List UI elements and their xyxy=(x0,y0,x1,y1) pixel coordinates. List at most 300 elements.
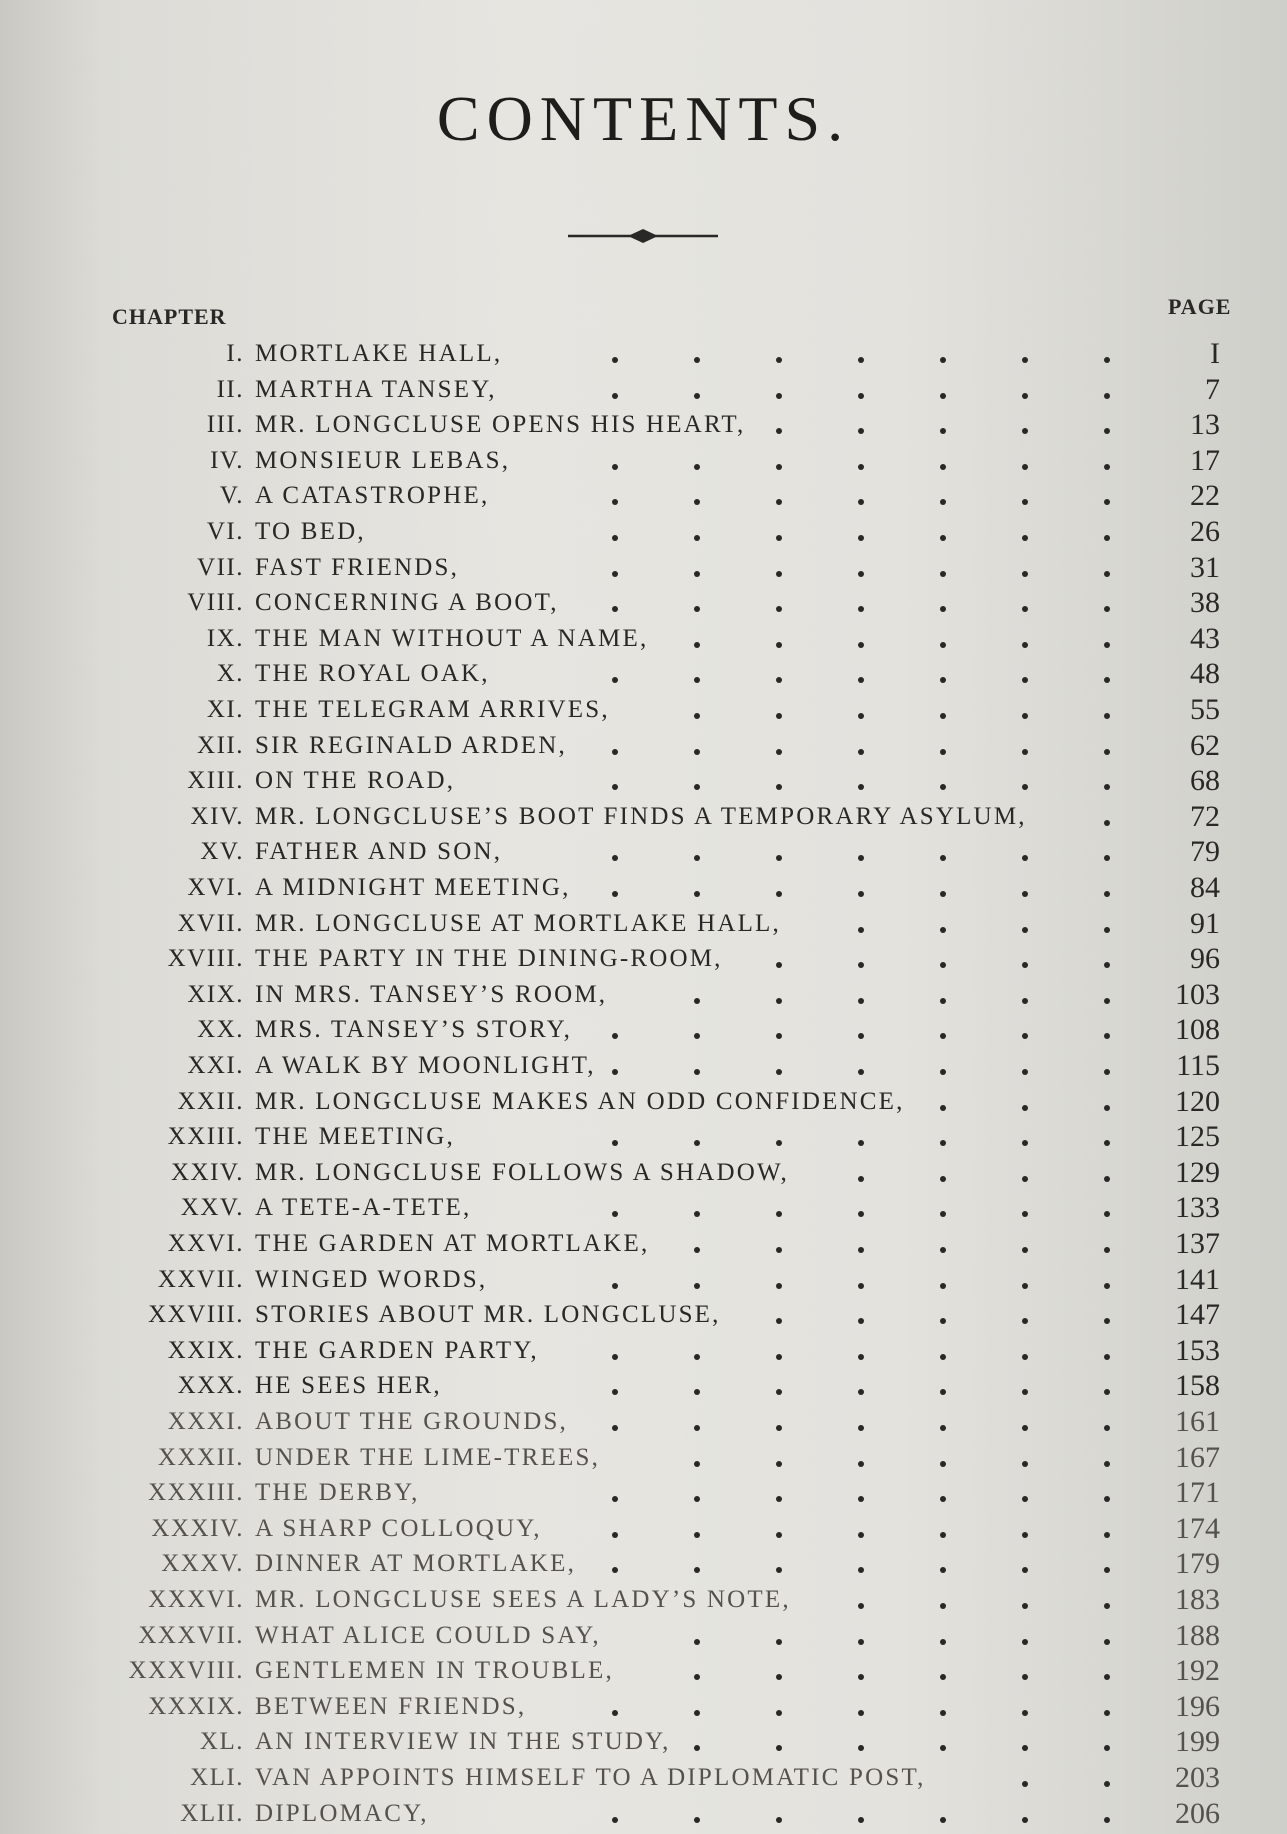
leader-dot xyxy=(858,1318,864,1324)
chapter-title: MR. LONGCLUSE OPENS HIS HEART, xyxy=(255,411,746,439)
leader-dot xyxy=(612,464,618,470)
chapter-title: AN INTERVIEW IN THE STUDY, xyxy=(255,1728,671,1756)
chapter-number: XLI. xyxy=(190,1764,244,1791)
page-number: 17 xyxy=(1190,443,1220,477)
leader-dot xyxy=(858,428,864,434)
toc-entry xyxy=(0,586,1287,623)
leader-dot xyxy=(612,1069,618,1075)
leader-dot xyxy=(776,1247,782,1253)
chapter-number: XIII. xyxy=(187,767,244,795)
chapter-title: GENTLEMEN IN TROUBLE, xyxy=(255,1657,614,1685)
chapter-number: XI. xyxy=(206,696,244,723)
page-number: 196 xyxy=(1175,1689,1220,1723)
leader-dot xyxy=(1104,1496,1110,1502)
leader-dot xyxy=(1022,1461,1028,1467)
leader-dot xyxy=(940,1567,946,1573)
leader-dot xyxy=(858,1354,864,1360)
page-number: 43 xyxy=(1190,621,1220,655)
leader-dot xyxy=(694,1532,700,1538)
leader-dot xyxy=(1104,1318,1110,1324)
leader-dot xyxy=(612,1817,618,1823)
leader-dot xyxy=(940,1105,946,1111)
leader-dot xyxy=(694,499,700,505)
page-number: 125 xyxy=(1175,1120,1220,1154)
leader-dot xyxy=(1022,1354,1028,1360)
leader-dot xyxy=(858,535,864,541)
leader-dot xyxy=(1104,998,1110,1004)
leader-dot xyxy=(776,464,782,470)
leader-dot xyxy=(1104,499,1110,505)
leader-dot xyxy=(694,1211,700,1217)
leader-dot xyxy=(858,1745,864,1751)
leader-dot xyxy=(1104,1354,1110,1360)
chapter-number: IX. xyxy=(206,624,244,652)
chapter-title: THE TELEGRAM ARRIVES, xyxy=(255,696,610,723)
leader-dot xyxy=(776,713,782,719)
leader-dot xyxy=(858,784,864,790)
page-number: 147 xyxy=(1175,1298,1220,1332)
chapter-title: A TETE-A-TETE, xyxy=(255,1194,472,1222)
leader-dot xyxy=(694,1674,700,1680)
leader-dot xyxy=(1022,1781,1028,1787)
leader-dot xyxy=(940,855,946,861)
chapter-number: XXII. xyxy=(177,1087,244,1115)
leader-dot xyxy=(1104,535,1110,541)
chapter-number: XXXVII. xyxy=(138,1621,244,1649)
leader-dot xyxy=(1104,1211,1110,1217)
leader-dot xyxy=(858,1283,864,1289)
page-number: 192 xyxy=(1175,1654,1220,1688)
page-number: 137 xyxy=(1175,1227,1220,1260)
page-number: 133 xyxy=(1175,1191,1220,1225)
page-number: 203 xyxy=(1175,1761,1220,1794)
leader-dot xyxy=(694,1745,700,1751)
leader-dot xyxy=(694,1389,700,1395)
dot-leader xyxy=(0,518,1287,548)
leader-dot xyxy=(858,499,864,505)
leader-dot xyxy=(776,642,782,648)
chapter-number: I. xyxy=(226,340,244,367)
leader-dot xyxy=(940,1283,946,1289)
chapter-title: SIR REGINALD ARDEN, xyxy=(255,731,567,759)
leader-dot xyxy=(776,1354,782,1360)
leader-dot xyxy=(1022,499,1028,505)
leader-dot xyxy=(694,1496,700,1502)
leader-dot xyxy=(858,571,864,577)
leader-dot xyxy=(612,1283,618,1289)
toc-entry xyxy=(0,372,1287,410)
page-number: 103 xyxy=(1175,977,1220,1011)
leader-dot xyxy=(1022,1567,1028,1573)
leader-dot xyxy=(612,393,618,399)
leader-dot xyxy=(858,962,864,968)
leader-dot xyxy=(694,1033,700,1039)
leader-dot xyxy=(1022,1176,1028,1182)
leader-dot xyxy=(858,393,864,399)
leader-dot xyxy=(940,1354,946,1360)
leader-dot xyxy=(940,1817,946,1823)
chapter-title: MARTHA TANSEY, xyxy=(255,375,497,403)
leader-dot xyxy=(1104,1176,1110,1182)
page-number: 161 xyxy=(1175,1405,1220,1438)
leader-dot xyxy=(694,393,700,399)
chapter-title: MR. LONGCLUSE FOLLOWS A SHADOW, xyxy=(255,1158,789,1186)
chapter-title: THE MEETING, xyxy=(255,1123,455,1151)
leader-dot xyxy=(1022,428,1028,434)
leader-dot xyxy=(940,1247,946,1253)
chapter-number: XXVI. xyxy=(167,1230,244,1257)
leader-dot xyxy=(1104,1140,1110,1146)
page-number: 38 xyxy=(1190,586,1220,620)
leader-dot xyxy=(1022,855,1028,861)
toc-entry xyxy=(0,1227,1287,1264)
leader-dot xyxy=(940,1389,946,1395)
leader-dot xyxy=(694,357,700,363)
dot-leader xyxy=(0,376,1287,406)
chapter-number: XXXV. xyxy=(161,1550,244,1578)
chapter-title: A SHARP COLLOQUY, xyxy=(255,1514,542,1542)
leader-dot xyxy=(776,1425,782,1431)
leader-dot xyxy=(776,1069,782,1075)
leader-dot xyxy=(1104,1567,1110,1573)
leader-dot xyxy=(776,855,782,861)
chapter-number: XXVII. xyxy=(157,1265,244,1293)
leader-dot xyxy=(776,1567,782,1573)
leader-dot xyxy=(940,357,946,363)
leader-dot xyxy=(1022,1603,1028,1609)
leader-dot xyxy=(858,1247,864,1253)
leader-dot xyxy=(1104,1710,1110,1716)
leader-dot xyxy=(694,677,700,683)
chapter-title: WHAT ALICE COULD SAY, xyxy=(255,1621,601,1649)
leader-dot xyxy=(612,606,618,612)
leader-dot xyxy=(1022,464,1028,470)
toc-entry xyxy=(0,977,1287,1015)
toc-entry xyxy=(0,764,1287,801)
toc-entry xyxy=(0,871,1287,908)
leader-dot xyxy=(776,571,782,577)
leader-dot xyxy=(1104,393,1110,399)
page-number: 188 xyxy=(1175,1618,1220,1652)
leader-dot xyxy=(940,1496,946,1502)
leader-dot xyxy=(1022,1033,1028,1039)
toc-entry xyxy=(0,1725,1287,1762)
leader-dot xyxy=(858,1211,864,1217)
leader-dot xyxy=(1022,927,1028,933)
chapter-title: IN MRS. TANSEY’S ROOM, xyxy=(255,980,608,1008)
chapter-number: IV. xyxy=(210,446,244,474)
leader-dot xyxy=(1022,891,1028,897)
leader-dot xyxy=(612,499,618,505)
leader-dot xyxy=(858,749,864,755)
leader-dot xyxy=(1022,962,1028,968)
leader-dot xyxy=(776,535,782,541)
leader-dot xyxy=(858,927,864,933)
leader-dot xyxy=(776,393,782,399)
leader-dot xyxy=(1022,677,1028,683)
leader-dot xyxy=(612,535,618,541)
leader-dot xyxy=(1104,749,1110,755)
leader-dot xyxy=(940,1033,946,1039)
leader-dot xyxy=(1022,1283,1028,1289)
leader-dot xyxy=(858,606,864,612)
leader-dot xyxy=(612,1354,618,1360)
leader-dot xyxy=(1104,855,1110,861)
leader-dot xyxy=(858,1140,864,1146)
page-number: 91 xyxy=(1190,906,1220,940)
leader-dot xyxy=(694,606,700,612)
chapter-number: XXXI. xyxy=(167,1408,244,1435)
leader-dot xyxy=(858,464,864,470)
leader-dot xyxy=(1104,927,1110,933)
leader-dot xyxy=(776,784,782,790)
page-number: 55 xyxy=(1190,693,1220,726)
leader-dot xyxy=(1104,1603,1110,1609)
chapter-title: THE ROYAL OAK, xyxy=(255,660,490,688)
leader-dot xyxy=(612,1496,618,1502)
toc-entry xyxy=(0,728,1287,766)
leader-dot xyxy=(776,962,782,968)
page-number: 120 xyxy=(1175,1084,1220,1118)
leader-dot xyxy=(858,677,864,683)
leader-dot xyxy=(1022,1318,1028,1324)
leader-dot xyxy=(1104,1389,1110,1395)
leader-dot xyxy=(776,1532,782,1538)
leader-dot xyxy=(858,1674,864,1680)
leader-dot xyxy=(694,1567,700,1573)
leader-dot xyxy=(776,1140,782,1146)
leader-dot xyxy=(940,1318,946,1324)
chapter-title: THE GARDEN PARTY, xyxy=(255,1336,539,1364)
page-number: 96 xyxy=(1190,942,1220,976)
chapter-title: FATHER AND SON, xyxy=(255,838,503,866)
leader-dot xyxy=(940,571,946,577)
page-number: I xyxy=(1210,337,1220,370)
page-number: 22 xyxy=(1190,479,1220,513)
leader-dot xyxy=(694,1425,700,1431)
toc-entry xyxy=(0,1440,1287,1478)
toc-entry xyxy=(0,799,1287,837)
leader-dot xyxy=(940,891,946,897)
leader-dot xyxy=(940,393,946,399)
chapter-title: BETWEEN FRIENDS, xyxy=(255,1692,527,1720)
toc-entry xyxy=(0,408,1287,445)
leader-dot xyxy=(940,535,946,541)
leader-dot xyxy=(940,749,946,755)
leader-dot xyxy=(1022,642,1028,648)
leader-dot xyxy=(858,1603,864,1609)
leader-dot xyxy=(1022,1389,1028,1395)
dot-leader xyxy=(0,447,1287,477)
leader-dot xyxy=(940,962,946,968)
page-number: 206 xyxy=(1175,1796,1220,1830)
leader-dot xyxy=(1022,393,1028,399)
leader-dot xyxy=(940,1069,946,1075)
leader-dot xyxy=(1104,677,1110,683)
leader-dot xyxy=(858,1461,864,1467)
leader-dot xyxy=(858,1496,864,1502)
leader-dot xyxy=(940,1639,946,1645)
leader-dot xyxy=(612,1425,618,1431)
chapter-number: XXIII. xyxy=(167,1123,244,1151)
leader-dot xyxy=(694,1283,700,1289)
leader-dot xyxy=(694,713,700,719)
page-number: 141 xyxy=(1175,1262,1220,1296)
leader-dot xyxy=(1104,357,1110,363)
leader-dot xyxy=(1104,1033,1110,1039)
leader-dot xyxy=(612,677,618,683)
chapter-title: ON THE ROAD, xyxy=(255,767,456,795)
leader-dot xyxy=(940,606,946,612)
toc-entry xyxy=(0,1618,1287,1656)
toc-entry xyxy=(0,1013,1287,1050)
chapter-title: DINNER AT MORTLAKE, xyxy=(255,1550,577,1578)
leader-dot xyxy=(1104,1069,1110,1075)
chapter-title: MORTLAKE HALL, xyxy=(255,340,503,367)
leader-dot xyxy=(776,428,782,434)
chapter-number: XV. xyxy=(200,838,244,866)
toc-entry xyxy=(0,1761,1287,1798)
chapter-title: MR. LONGCLUSE MAKES AN ODD CONFIDENCE, xyxy=(255,1087,905,1115)
leader-dot xyxy=(858,1710,864,1716)
toc-entry xyxy=(0,942,1287,979)
chapter-number: XXI. xyxy=(187,1052,244,1079)
leader-dot xyxy=(1104,1532,1110,1538)
page-number: 72 xyxy=(1190,799,1220,833)
chapter-title: MR. LONGCLUSE SEES A LADY’S NOTE, xyxy=(255,1586,791,1613)
chapter-title: THE DERBY, xyxy=(255,1479,420,1507)
chapter-title: MONSIEUR LEBAS, xyxy=(255,446,511,474)
leader-dot xyxy=(612,784,618,790)
toc-entry xyxy=(0,1084,1287,1122)
leader-dot xyxy=(776,1639,782,1645)
dot-leader xyxy=(0,1016,1287,1046)
leader-dot xyxy=(776,1817,782,1823)
leader-dot xyxy=(612,1211,618,1217)
toc-entry xyxy=(0,621,1287,659)
leader-dot xyxy=(858,855,864,861)
leader-dot xyxy=(940,1176,946,1182)
leader-dot xyxy=(1104,1247,1110,1253)
leader-dot xyxy=(858,357,864,363)
page-number: 183 xyxy=(1175,1583,1220,1616)
page-number: 108 xyxy=(1175,1013,1220,1047)
leader-dot xyxy=(776,749,782,755)
toc-entry xyxy=(0,337,1287,374)
leader-dot xyxy=(940,1532,946,1538)
leader-dot xyxy=(1022,1247,1028,1253)
chapter-title: A MIDNIGHT MEETING, xyxy=(255,874,571,901)
page-number: 79 xyxy=(1190,835,1220,869)
leader-dot xyxy=(776,1745,782,1751)
leader-dot xyxy=(612,571,618,577)
toc-entry xyxy=(0,1262,1287,1300)
leader-dot xyxy=(940,1710,946,1716)
leader-dot xyxy=(612,891,618,897)
toc-entry xyxy=(0,550,1287,588)
leader-dot xyxy=(940,998,946,1004)
leader-dot xyxy=(694,749,700,755)
page-number: 167 xyxy=(1175,1440,1220,1474)
chapter-number: VIII. xyxy=(187,589,244,617)
chapter-title: HE SEES HER, xyxy=(255,1372,442,1400)
leader-dot xyxy=(940,464,946,470)
dot-leader xyxy=(0,482,1287,512)
leader-dot xyxy=(776,1674,782,1680)
leader-dot xyxy=(858,1567,864,1573)
page-number: 48 xyxy=(1190,657,1220,691)
chapter-title: A CATASTROPHE, xyxy=(255,482,490,510)
page-number: 153 xyxy=(1175,1333,1220,1367)
chapter-title: THE GARDEN AT MORTLAKE, xyxy=(255,1230,650,1257)
chapter-title: DIPLOMACY, xyxy=(255,1799,429,1827)
leader-dot xyxy=(858,1817,864,1823)
leader-dot xyxy=(940,713,946,719)
toc-entry xyxy=(0,1405,1287,1442)
leader-dot xyxy=(776,998,782,1004)
leader-dot xyxy=(1104,1674,1110,1680)
leader-dot xyxy=(940,784,946,790)
leader-dot xyxy=(1104,464,1110,470)
chapter-number: XXX. xyxy=(177,1372,244,1400)
leader-dot xyxy=(940,499,946,505)
leader-dot xyxy=(1022,1425,1028,1431)
leader-dot xyxy=(1022,357,1028,363)
chapter-number: III. xyxy=(206,411,244,439)
toc-entry xyxy=(0,1369,1287,1406)
leader-dot xyxy=(940,642,946,648)
leader-dot xyxy=(1104,428,1110,434)
leader-dot xyxy=(776,357,782,363)
leader-dot xyxy=(694,642,700,648)
leader-dot xyxy=(776,891,782,897)
page-number: 7 xyxy=(1205,372,1220,406)
toc-entry xyxy=(0,1333,1287,1371)
chapter-number: XIV. xyxy=(190,802,244,830)
leader-dot xyxy=(858,642,864,648)
leader-dot xyxy=(1022,1496,1028,1502)
leader-dot xyxy=(694,1461,700,1467)
leader-dot xyxy=(940,1461,946,1467)
chapter-number: XXXVI. xyxy=(148,1586,244,1613)
leader-dot xyxy=(1022,1532,1028,1538)
page-number: 174 xyxy=(1175,1511,1220,1545)
chapter-number: XIX. xyxy=(187,980,244,1008)
leader-dot xyxy=(940,1211,946,1217)
leader-dot xyxy=(1022,1140,1028,1146)
leader-dot xyxy=(858,1033,864,1039)
chapter-number: XXXVIII. xyxy=(128,1657,244,1685)
chapter-number: XVIII. xyxy=(167,945,244,973)
leader-dot xyxy=(776,1318,782,1324)
leader-dot xyxy=(940,927,946,933)
chapter-title: UNDER THE LIME-TREES, xyxy=(255,1443,601,1471)
leader-dot xyxy=(694,535,700,541)
page-number: 68 xyxy=(1190,764,1220,798)
leader-dot xyxy=(1104,891,1110,897)
toc-entry xyxy=(0,1049,1287,1086)
leader-dot xyxy=(776,606,782,612)
leader-dot xyxy=(694,1817,700,1823)
chapter-title: FAST FRIENDS, xyxy=(255,553,460,581)
dot-leader xyxy=(0,732,1287,762)
leader-dot xyxy=(694,784,700,790)
leader-dot xyxy=(1104,642,1110,648)
chapter-number: XXXII. xyxy=(157,1443,244,1471)
leader-dot xyxy=(1022,1745,1028,1751)
leader-dot xyxy=(694,1069,700,1075)
dot-leader xyxy=(0,696,1287,726)
